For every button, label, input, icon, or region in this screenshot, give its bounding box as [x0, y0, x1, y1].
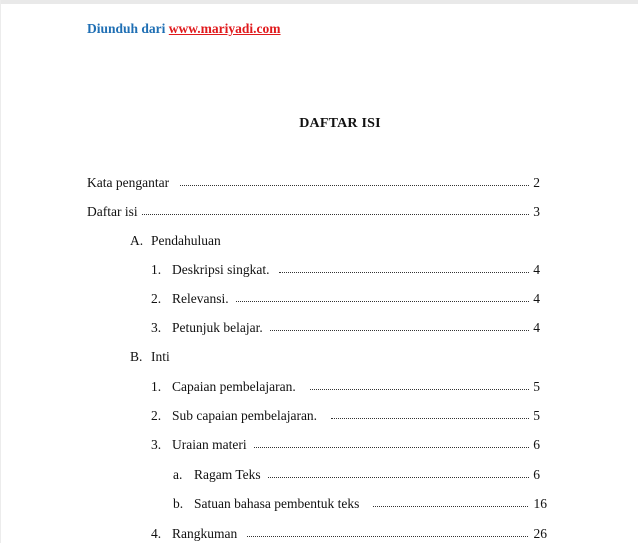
toc-entry-a3[interactable]	[0, 319, 638, 337]
toc-section-label: Pendahuluan	[151, 233, 221, 248]
toc-entry-label: Uraian materi	[172, 437, 247, 452]
document-title: DAFTAR ISI	[299, 116, 381, 131]
toc-page-number: 6	[533, 467, 540, 482]
toc-leader-dots	[279, 272, 529, 273]
toc-entry-number: 1.	[151, 379, 162, 394]
toc-leader-dots	[310, 389, 529, 390]
toc-entry-b3a[interactable]	[0, 466, 638, 484]
toc-entry-a2[interactable]	[0, 290, 638, 308]
toc-entry-label: Kata pengantar	[87, 175, 170, 190]
toc-entry-label: Relevansi.	[172, 291, 229, 306]
toc-entry-number: 3.	[151, 437, 162, 452]
toc-entry-number: 3.	[151, 320, 162, 335]
toc-page-number: 3	[533, 204, 540, 219]
toc-page-number: 6	[533, 437, 540, 452]
toc-leader-dots	[236, 301, 529, 302]
toc-entry-number: 2.	[151, 291, 162, 306]
toc-entry-number: 1.	[151, 262, 162, 277]
toc-entry-kata-pengantar[interactable]	[0, 174, 638, 192]
toc-section-b[interactable]	[0, 348, 638, 366]
toc-entry-label: Ragam Teks	[194, 467, 261, 482]
toc-page-number: 5	[533, 408, 540, 423]
toc-entry-letter: a.	[173, 467, 183, 482]
toc-entry-label: Rangkuman	[172, 526, 238, 541]
toc-page-number: 4	[533, 320, 540, 335]
toc-leader-dots	[247, 536, 528, 537]
toc-leader-dots	[180, 185, 529, 186]
toc-entry-a1[interactable]	[0, 261, 638, 279]
toc-entry-daftar-isi[interactable]	[0, 203, 638, 221]
toc-page-number: 4	[533, 262, 540, 277]
toc-leader-dots	[373, 506, 528, 507]
toc-entry-label: Daftar isi	[87, 204, 138, 219]
toc-section-letter: A.	[130, 233, 144, 248]
source-link[interactable]: www.mariyadi.com	[168, 21, 281, 36]
toc-leader-dots	[142, 214, 529, 215]
toc-entry-label: Deskripsi singkat.	[172, 262, 270, 277]
toc-page-number: 16	[533, 496, 547, 511]
toc-entry-label: Petunjuk belajar.	[172, 320, 263, 335]
toc-entry-letter: b.	[173, 496, 184, 511]
toc-page-number: 5	[533, 379, 540, 394]
toc-entry-label: Sub capaian pembelajaran.	[172, 408, 318, 423]
toc-entry-b3b[interactable]	[0, 495, 638, 513]
toc-page-number: 4	[533, 291, 540, 306]
toc-section-letter: B.	[130, 349, 143, 364]
toc-page-number: 26	[533, 526, 547, 541]
toc-section-label: Inti	[151, 349, 170, 364]
toc-leader-dots	[254, 447, 529, 448]
toc-entry-number: 2.	[151, 408, 162, 423]
toc-entry-label: Satuan bahasa pembentuk teks	[194, 496, 360, 511]
toc-page-number: 2	[533, 175, 540, 190]
source-prefix: Diunduh dari	[87, 21, 166, 36]
toc-entry-label: Capaian pembelajaran.	[172, 379, 296, 394]
toc-entry-b4[interactable]	[0, 525, 638, 543]
toc-entry-number: 4.	[151, 526, 162, 541]
toc-entry-b3[interactable]	[0, 436, 638, 454]
toc-entry-b2[interactable]	[0, 407, 638, 425]
toc-leader-dots	[268, 477, 529, 478]
toc-leader-dots	[270, 330, 529, 331]
toc-section-a[interactable]	[0, 232, 638, 250]
toc-leader-dots	[331, 418, 529, 419]
toc-entry-b1[interactable]	[0, 378, 638, 396]
